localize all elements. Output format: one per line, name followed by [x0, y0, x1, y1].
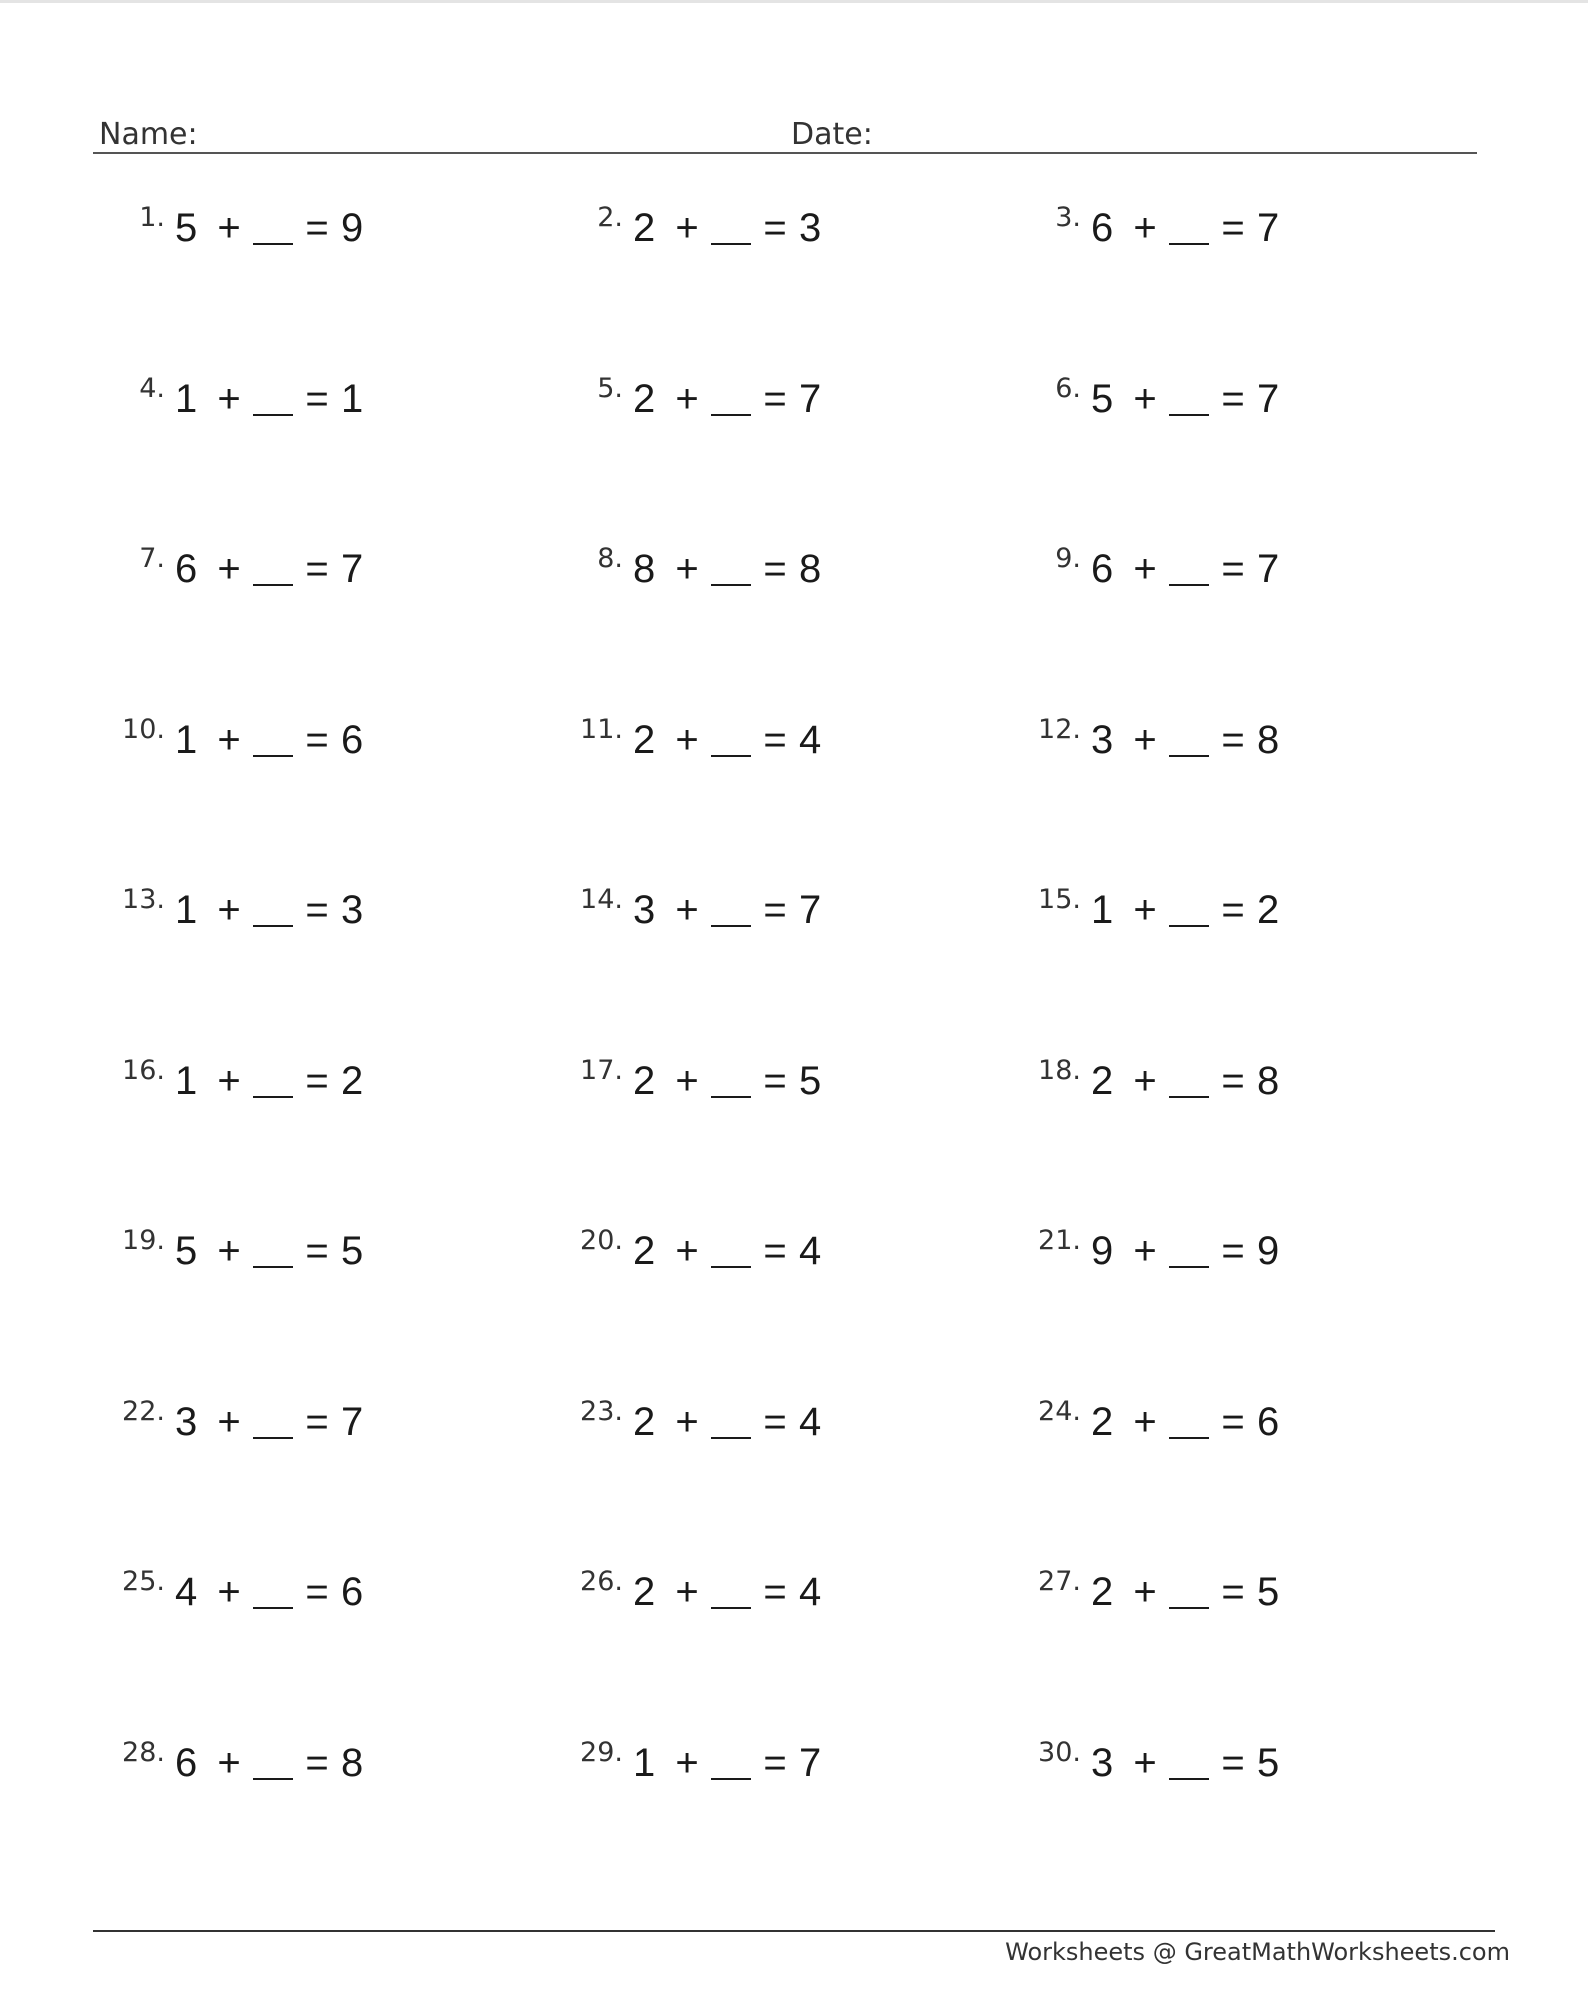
- problem-number: 26.: [580, 1566, 623, 1597]
- problem-number: 5.: [597, 373, 623, 404]
- problem-item: [563, 371, 983, 431]
- problem-number: 27.: [1038, 1566, 1081, 1597]
- answer-blank[interactable]: [253, 1068, 293, 1098]
- equals-sign: =: [1221, 888, 1245, 932]
- sum: 7: [1257, 547, 1280, 591]
- plus-sign: +: [1133, 1741, 1157, 1785]
- problem-item: [1021, 541, 1441, 601]
- answer-blank[interactable]: [711, 1579, 751, 1609]
- addend: 3: [1091, 718, 1114, 762]
- answer-blank[interactable]: [253, 727, 293, 757]
- plus-sign: +: [1133, 547, 1157, 591]
- plus-sign: +: [675, 547, 699, 591]
- equals-sign: =: [1221, 1400, 1245, 1444]
- problem-equation: [175, 1570, 363, 1615]
- problem-number: 29.: [580, 1737, 623, 1768]
- sum: 7: [799, 1741, 822, 1785]
- name-label: Name:: [99, 117, 198, 152]
- plus-sign: +: [217, 1059, 241, 1103]
- problem-item: [563, 1564, 983, 1624]
- equals-sign: =: [763, 377, 787, 421]
- addend: 3: [1091, 1741, 1114, 1785]
- problem-item: [105, 712, 525, 772]
- plus-sign: +: [217, 1570, 241, 1614]
- problem-equation: [1091, 1741, 1279, 1786]
- problem-number: 19.: [122, 1225, 165, 1256]
- addend: 2: [633, 1400, 656, 1444]
- answer-blank[interactable]: [711, 897, 751, 927]
- answer-blank[interactable]: [1169, 1068, 1209, 1098]
- problem-equation: [1091, 1570, 1279, 1615]
- equals-sign: =: [763, 888, 787, 932]
- sum: 6: [1257, 1400, 1280, 1444]
- problem-item: [105, 541, 525, 601]
- sum: 9: [341, 206, 364, 250]
- answer-blank[interactable]: [1169, 556, 1209, 586]
- equals-sign: =: [305, 1570, 329, 1614]
- problem-item: [563, 541, 983, 601]
- equals-sign: =: [1221, 1229, 1245, 1273]
- problem-equation: [633, 206, 821, 251]
- answer-blank[interactable]: [711, 386, 751, 416]
- problem-equation: [633, 1741, 821, 1786]
- equals-sign: =: [763, 206, 787, 250]
- equals-sign: =: [1221, 1741, 1245, 1785]
- addend: 3: [633, 888, 656, 932]
- problem-number: 20.: [580, 1225, 623, 1256]
- problem-item: [1021, 1564, 1441, 1624]
- equals-sign: =: [763, 1741, 787, 1785]
- problem-item: [1021, 1394, 1441, 1454]
- plus-sign: +: [217, 1229, 241, 1273]
- problem-item: [105, 1564, 525, 1624]
- problem-item: [1021, 1053, 1441, 1113]
- plus-sign: +: [1133, 888, 1157, 932]
- problem-item: [563, 1394, 983, 1454]
- addend: 1: [175, 377, 198, 421]
- problem-equation: [175, 206, 363, 251]
- plus-sign: +: [217, 1400, 241, 1444]
- equals-sign: =: [305, 888, 329, 932]
- plus-sign: +: [217, 206, 241, 250]
- equals-sign: =: [305, 547, 329, 591]
- equals-sign: =: [763, 547, 787, 591]
- problem-number: 9.: [1055, 543, 1081, 574]
- problem-number: 13.: [122, 884, 165, 915]
- sum: 4: [799, 1229, 822, 1273]
- equals-sign: =: [1221, 1570, 1245, 1614]
- problem-number: 7.: [139, 543, 165, 574]
- problem-number: 21.: [1038, 1225, 1081, 1256]
- problem-equation: [175, 377, 363, 422]
- equals-sign: =: [1221, 1059, 1245, 1103]
- addend: 2: [633, 718, 656, 762]
- problem-item: [105, 371, 525, 431]
- problem-item: [1021, 882, 1441, 942]
- addend: 6: [175, 547, 198, 591]
- problem-equation: [175, 888, 363, 933]
- equals-sign: =: [763, 1059, 787, 1103]
- equals-sign: =: [763, 1570, 787, 1614]
- answer-blank[interactable]: [711, 727, 751, 757]
- equals-sign: =: [1221, 377, 1245, 421]
- addend: 5: [1091, 377, 1114, 421]
- plus-sign: +: [1133, 1400, 1157, 1444]
- plus-sign: +: [675, 888, 699, 932]
- equals-sign: =: [305, 1059, 329, 1103]
- plus-sign: +: [217, 718, 241, 762]
- sum: 7: [799, 888, 822, 932]
- plus-sign: +: [675, 1741, 699, 1785]
- answer-blank[interactable]: [1169, 897, 1209, 927]
- problem-item: [105, 1735, 525, 1795]
- sum: 8: [1257, 1059, 1280, 1103]
- answer-blank[interactable]: [711, 1068, 751, 1098]
- problem-item: [105, 1394, 525, 1454]
- problem-number: 15.: [1038, 884, 1081, 915]
- equals-sign: =: [763, 718, 787, 762]
- problem-number: 24.: [1038, 1396, 1081, 1427]
- addend: 1: [175, 718, 198, 762]
- answer-blank[interactable]: [711, 1750, 751, 1780]
- problem-equation: [175, 1059, 363, 1104]
- answer-blank[interactable]: [253, 1409, 293, 1439]
- equals-sign: =: [305, 718, 329, 762]
- equals-sign: =: [305, 377, 329, 421]
- problem-equation: [633, 1400, 821, 1445]
- problem-number: 23.: [580, 1396, 623, 1427]
- problem-item: [563, 1223, 983, 1283]
- problem-item: [105, 882, 525, 942]
- footer-credit: Worksheets @ GreatMathWorksheets.com: [1005, 1938, 1510, 1966]
- plus-sign: +: [1133, 206, 1157, 250]
- answer-blank[interactable]: [1169, 215, 1209, 245]
- problem-number: 14.: [580, 884, 623, 915]
- answer-blank[interactable]: [1169, 727, 1209, 757]
- problem-item: [563, 882, 983, 942]
- answer-blank[interactable]: [253, 897, 293, 927]
- addend: 2: [1091, 1570, 1114, 1614]
- addend: 2: [633, 1570, 656, 1614]
- problem-number: 11.: [580, 714, 623, 745]
- sum: 4: [799, 1400, 822, 1444]
- problem-equation: [175, 1229, 363, 1274]
- plus-sign: +: [1133, 1229, 1157, 1273]
- sum: 3: [799, 206, 822, 250]
- problem-equation: [633, 1229, 821, 1274]
- addend: 4: [175, 1570, 198, 1614]
- sum: 4: [799, 1570, 822, 1614]
- sum: 7: [799, 377, 822, 421]
- plus-sign: +: [675, 718, 699, 762]
- problem-equation: [1091, 1059, 1279, 1104]
- plus-sign: +: [675, 1400, 699, 1444]
- plus-sign: +: [1133, 1570, 1157, 1614]
- plus-sign: +: [217, 1741, 241, 1785]
- equals-sign: =: [305, 1400, 329, 1444]
- addend: 6: [1091, 547, 1114, 591]
- addend: 1: [175, 888, 198, 932]
- sum: 7: [341, 547, 364, 591]
- sum: 2: [341, 1059, 364, 1103]
- plus-sign: +: [675, 206, 699, 250]
- problem-number: 25.: [122, 1566, 165, 1597]
- problem-equation: [175, 1400, 363, 1445]
- addend: 1: [633, 1741, 656, 1785]
- problem-equation: [633, 1059, 821, 1104]
- sum: 5: [1257, 1741, 1280, 1785]
- problem-equation: [175, 1741, 363, 1786]
- addend: 5: [175, 206, 198, 250]
- sum: 8: [1257, 718, 1280, 762]
- equals-sign: =: [1221, 547, 1245, 591]
- problem-equation: [633, 718, 821, 763]
- plus-sign: +: [1133, 377, 1157, 421]
- plus-sign: +: [675, 1570, 699, 1614]
- answer-blank[interactable]: [253, 1579, 293, 1609]
- addend: 2: [633, 1059, 656, 1103]
- problem-equation: [633, 547, 821, 592]
- problem-number: 28.: [122, 1737, 165, 1768]
- problem-item: [563, 200, 983, 260]
- equals-sign: =: [763, 1400, 787, 1444]
- problem-item: [105, 1223, 525, 1283]
- problem-equation: [1091, 377, 1279, 422]
- problem-number: 12.: [1038, 714, 1081, 745]
- answer-blank[interactable]: [253, 1238, 293, 1268]
- problem-equation: [633, 888, 821, 933]
- answer-blank[interactable]: [711, 1409, 751, 1439]
- problem-item: [1021, 1223, 1441, 1283]
- problem-number: 22.: [122, 1396, 165, 1427]
- problem-equation: [1091, 547, 1279, 592]
- problem-number: 3.: [1055, 202, 1081, 233]
- equals-sign: =: [1221, 206, 1245, 250]
- answer-blank[interactable]: [1169, 1579, 1209, 1609]
- problem-equation: [175, 718, 363, 763]
- date-label: Date:: [791, 117, 873, 152]
- problem-item: [563, 1053, 983, 1113]
- answer-blank[interactable]: [711, 1238, 751, 1268]
- problem-item: [1021, 371, 1441, 431]
- sum: 4: [799, 718, 822, 762]
- problem-item: [1021, 712, 1441, 772]
- problem-number: 17.: [580, 1055, 623, 1086]
- problem-number: 18.: [1038, 1055, 1081, 1086]
- problem-equation: [633, 1570, 821, 1615]
- problem-item: [1021, 200, 1441, 260]
- problem-equation: [1091, 1400, 1279, 1445]
- problem-equation: [1091, 206, 1279, 251]
- answer-blank[interactable]: [253, 386, 293, 416]
- sum: 1: [341, 377, 364, 421]
- answer-blank[interactable]: [253, 215, 293, 245]
- problem-item: [1021, 1735, 1441, 1795]
- plus-sign: +: [1133, 718, 1157, 762]
- problem-item: [563, 1735, 983, 1795]
- problem-item: [563, 712, 983, 772]
- sum: 5: [341, 1229, 364, 1273]
- problem-number: 8.: [597, 543, 623, 574]
- problem-equation: [633, 377, 821, 422]
- plus-sign: +: [217, 888, 241, 932]
- sum: 7: [1257, 377, 1280, 421]
- addend: 2: [1091, 1059, 1114, 1103]
- answer-blank[interactable]: [253, 556, 293, 586]
- problem-item: [105, 200, 525, 260]
- answer-blank[interactable]: [711, 556, 751, 586]
- equals-sign: =: [305, 1741, 329, 1785]
- problem-equation: [1091, 1229, 1279, 1274]
- sum: 6: [341, 718, 364, 762]
- problem-number: 1.: [139, 202, 165, 233]
- addend: 5: [175, 1229, 198, 1273]
- sum: 5: [799, 1059, 822, 1103]
- addend: 1: [1091, 888, 1114, 932]
- equals-sign: =: [305, 206, 329, 250]
- sum: 7: [341, 1400, 364, 1444]
- addend: 1: [175, 1059, 198, 1103]
- problem-number: 30.: [1038, 1737, 1081, 1768]
- sum: 8: [799, 547, 822, 591]
- plus-sign: +: [675, 377, 699, 421]
- plus-sign: +: [1133, 1059, 1157, 1103]
- plus-sign: +: [217, 547, 241, 591]
- answer-blank[interactable]: [1169, 1750, 1209, 1780]
- problem-number: 2.: [597, 202, 623, 233]
- addend: 2: [633, 206, 656, 250]
- sum: 7: [1257, 206, 1280, 250]
- addend: 3: [175, 1400, 198, 1444]
- sum: 8: [341, 1741, 364, 1785]
- problem-equation: [175, 547, 363, 592]
- plus-sign: +: [675, 1059, 699, 1103]
- problem-number: 4.: [139, 373, 165, 404]
- problem-number: 6.: [1055, 373, 1081, 404]
- sum: 9: [1257, 1229, 1280, 1273]
- addend: 6: [1091, 206, 1114, 250]
- answer-blank[interactable]: [1169, 1409, 1209, 1439]
- answer-blank[interactable]: [1169, 1238, 1209, 1268]
- problem-equation: [1091, 888, 1279, 933]
- addend: 2: [633, 377, 656, 421]
- answer-blank[interactable]: [1169, 386, 1209, 416]
- footer-divider: [93, 1930, 1495, 1932]
- plus-sign: +: [217, 377, 241, 421]
- equals-sign: =: [1221, 718, 1245, 762]
- problem-equation: [1091, 718, 1279, 763]
- plus-sign: +: [675, 1229, 699, 1273]
- answer-blank[interactable]: [711, 215, 751, 245]
- addend: 2: [1091, 1400, 1114, 1444]
- addend: 9: [1091, 1229, 1114, 1273]
- equals-sign: =: [763, 1229, 787, 1273]
- problem-number: 16.: [122, 1055, 165, 1086]
- addend: 8: [633, 547, 656, 591]
- addend: 6: [175, 1741, 198, 1785]
- sum: 3: [341, 888, 364, 932]
- sum: 5: [1257, 1570, 1280, 1614]
- sum: 2: [1257, 888, 1280, 932]
- equals-sign: =: [305, 1229, 329, 1273]
- sum: 6: [341, 1570, 364, 1614]
- answer-blank[interactable]: [253, 1750, 293, 1780]
- problem-number: 10.: [122, 714, 165, 745]
- addend: 2: [633, 1229, 656, 1273]
- problem-item: [105, 1053, 525, 1113]
